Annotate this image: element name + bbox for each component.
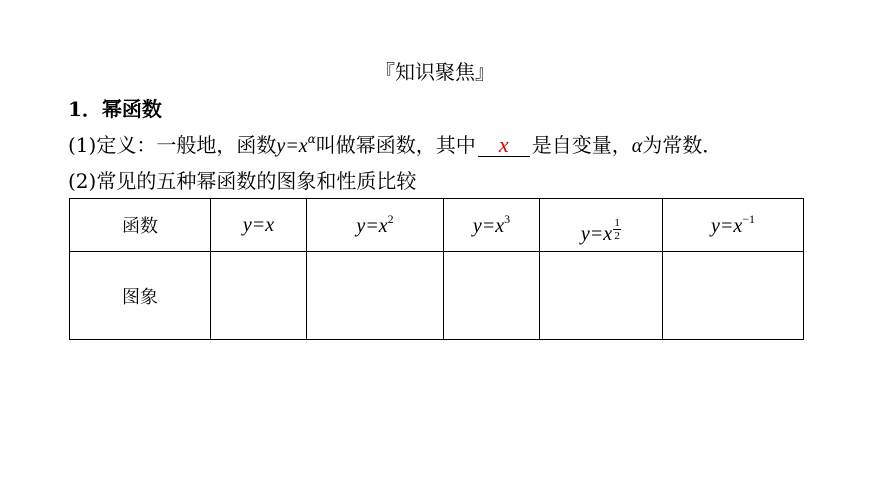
definition-line (68, 129, 722, 158)
answer-blank (478, 134, 530, 157)
graph-cell (211, 252, 307, 340)
definition-text-2: 叫做幂函数，其中 (315, 133, 476, 157)
graph-cell (444, 252, 540, 340)
formula-base: y=x (276, 135, 308, 157)
graph-cell (663, 252, 804, 340)
function-cell (307, 199, 444, 252)
function-cell (444, 199, 540, 252)
definition-text-4: 为常数． (642, 133, 723, 157)
definition-text-3: 是自变量， (531, 133, 632, 157)
function-formula: y=x (242, 213, 275, 236)
power-function-table (69, 198, 804, 340)
section-heading: 『知识聚焦』 (375, 60, 495, 84)
graph-label: 图象 (70, 252, 211, 340)
function-cell (540, 199, 663, 252)
section-title: 1．幂函数 (68, 97, 162, 121)
function-cell (211, 199, 307, 252)
function-label: 函数 (70, 199, 211, 252)
function-row (70, 199, 804, 252)
function-formula: $y=x^{-1}$ (710, 212, 756, 237)
answer-text: x (498, 132, 509, 157)
formula-exponent: α (307, 132, 316, 146)
compare-line: (2)常见的五种幂函数的图象和性质比较 (68, 169, 417, 193)
function-cell (663, 199, 804, 252)
function-formula: $y=x^3$ (472, 212, 511, 237)
exponent-fraction: $\frac{1}{2}$ (614, 216, 620, 242)
function-formula: y=x $\frac{1}{2}$ (580, 216, 620, 245)
function-formula: $y=x^2$ (356, 212, 394, 237)
graph-row (70, 252, 804, 340)
graph-cell (540, 252, 663, 340)
definition-text-1: (1)定义：一般地，函数 (68, 133, 277, 157)
graph-cell (307, 252, 444, 340)
alpha-symbol: α (631, 135, 643, 157)
